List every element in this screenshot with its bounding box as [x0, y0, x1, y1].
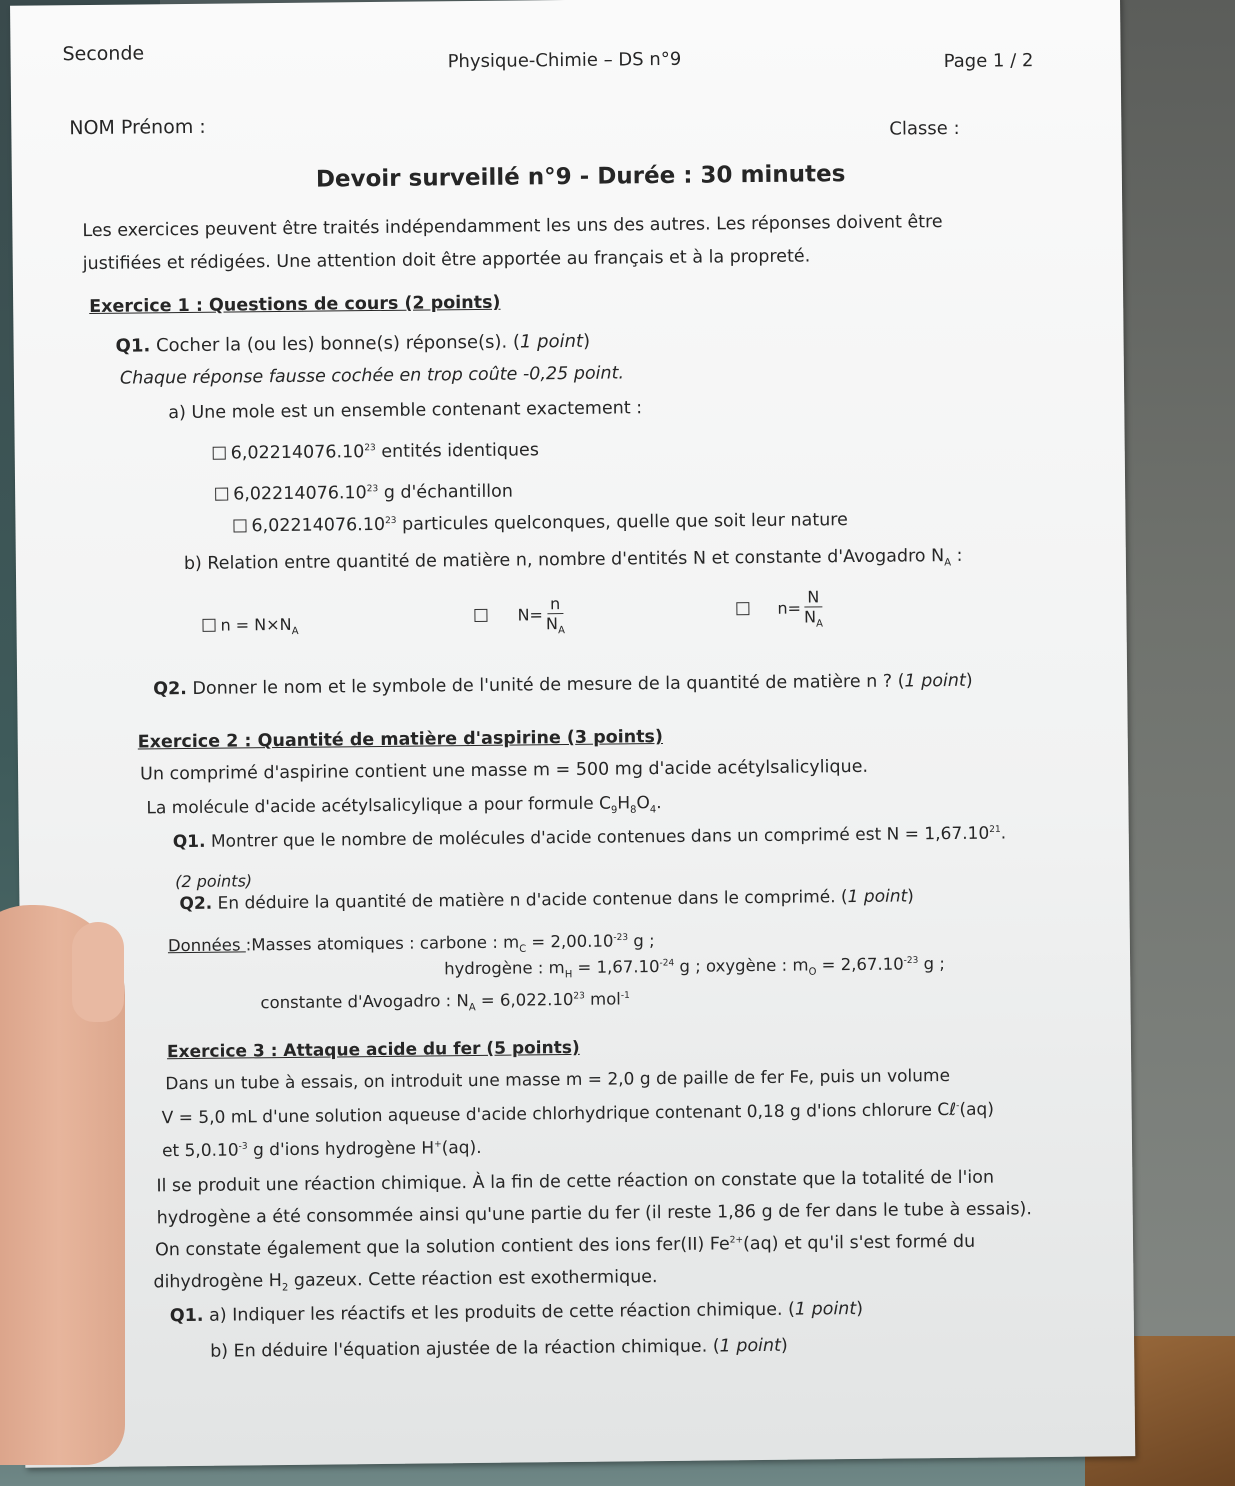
ex2-q1-points: (2 points) — [175, 871, 253, 892]
text: On constate également que la solution contient des ions fer(II) Fe — [154, 1234, 730, 1261]
data-label: Données — [167, 935, 246, 956]
ex1-q1 — [115, 331, 590, 358]
ex2-line-2 — [146, 793, 661, 822]
ex3-line-3 — [162, 1138, 482, 1162]
numerator: n — [547, 594, 563, 614]
paren-close: ) — [856, 1298, 864, 1320]
intro-line-1: Les exercices peuvent être traités indépendamment les uns des autres. Les réponses doivent être — [82, 212, 943, 242]
denominator — [801, 607, 826, 630]
exponent: - — [956, 1101, 960, 1112]
denominator-text: N — [545, 614, 559, 634]
text: dihydrogène H — [153, 1271, 283, 1293]
formula-left: n= — [777, 598, 802, 618]
paren-close: ) — [907, 886, 914, 907]
ex2-data-line-3 — [260, 989, 630, 1016]
question-text: Donner le nom et le symbole de l'unité de mesure de la quantité de matière n ? ( — [192, 671, 905, 699]
value: = 1,67.10 — [572, 957, 660, 977]
unit: g ; — [628, 931, 655, 951]
points-label: 1 point — [847, 886, 908, 908]
option-b1[interactable] — [202, 615, 298, 639]
value: = 6,022.10 — [475, 989, 574, 1010]
class-field-label: Classe : — [889, 117, 960, 140]
colon: : — [950, 545, 963, 566]
subscript: 4 — [649, 804, 657, 816]
ex3-line-1: Dans un tube à essais, on introduit une masse m = 2,0 g de paille de fer Fe, puis un volume — [165, 1066, 951, 1095]
subscript: 2 — [281, 1282, 289, 1294]
fraction — [801, 587, 826, 631]
exponent: + — [434, 1139, 442, 1150]
ex3-line-2 — [162, 1100, 994, 1129]
name-field-label: NOM Prénom : — [69, 115, 206, 140]
value-text: 6,02214076.10 — [233, 483, 367, 505]
points-label: 1 point — [719, 1335, 782, 1357]
ex2-q2 — [179, 886, 914, 914]
fraction — [543, 594, 568, 638]
question-text: a) Indiquer les réactifs et les produits de cette réaction chimique. ( — [208, 1299, 795, 1326]
paren-close: ) — [780, 1335, 788, 1356]
subscript: 9 — [610, 804, 618, 816]
points-label: 1 point — [794, 1299, 857, 1320]
part-b-text: b) Relation entre quantité de matière n, nombre d'entités N et constante d'Avogadro N — [183, 546, 945, 575]
question-label: Q1. — [169, 1305, 204, 1327]
exponent: 21 — [989, 824, 1001, 835]
text: et 5,0.10 — [161, 1140, 239, 1162]
question-text: b) En déduire l'équation ajustée de la réaction chimique. ( — [210, 1336, 720, 1362]
numerator: N — [804, 587, 822, 607]
unit: g ; — [918, 954, 945, 974]
ex2-q1 — [173, 823, 1007, 852]
option-b3[interactable] — [736, 587, 826, 631]
subscript: C — [519, 943, 527, 955]
value-text: 6,02214076.10 — [230, 442, 365, 464]
paren-close: ) — [582, 330, 591, 352]
exponent: 23 — [366, 484, 379, 495]
paren-close: ) — [965, 670, 973, 691]
text-end: (aq) et qu'il s'est formé du — [742, 1231, 976, 1255]
subscript: A — [557, 625, 565, 637]
denominator — [543, 614, 568, 637]
value: = 2,67.10 — [816, 954, 904, 975]
subscript: 8 — [630, 804, 637, 816]
question-text: Cocher la (ou les) bonne(s) réponse(s). ( — [155, 331, 521, 357]
option-a1[interactable] — [213, 440, 539, 464]
option-b2[interactable] — [474, 594, 568, 638]
points-label: 1 point — [904, 670, 966, 692]
exponent: 23 — [385, 515, 397, 527]
intro-line-2: justifiées et rédigées. Une attention doit être apportée au français et à la propreté. — [82, 246, 811, 275]
text-end: gazeux. Cette réaction est exothermique. — [288, 1267, 658, 1291]
question-label: Q1. — [115, 335, 151, 357]
checkbox[interactable] — [202, 619, 215, 632]
question-label: Q2. — [179, 893, 213, 915]
exponent: -24 — [659, 958, 675, 969]
points-label: 1 point — [519, 330, 584, 353]
thumb — [72, 922, 124, 1022]
exponent: -23 — [903, 955, 919, 967]
option-text: g d'échantillon — [383, 481, 514, 503]
checkbox[interactable] — [474, 609, 487, 622]
period: . — [656, 793, 662, 814]
question-text: En déduire la quantité de matière n d'acide contenue dans le comprimé. ( — [217, 887, 848, 914]
ex1-part-a: a) Une mole est un ensemble contenant exactement : — [168, 398, 643, 424]
element-symbol: H — [617, 793, 631, 814]
checkbox[interactable] — [736, 602, 749, 615]
question-label: Q1. — [172, 831, 206, 853]
exercise-3-heading: Exercice 3 : Attaque acide du fer (5 points) — [166, 1037, 580, 1063]
exercise-2-heading: Exercice 2 : Quantité de matière d'aspirine (3 points) — [137, 727, 664, 753]
subscript: A — [816, 618, 824, 630]
exponent: -1 — [620, 990, 630, 1001]
text-mid: g d'ions hydrogène H — [247, 1138, 435, 1161]
course-title: Physique-Chimie – DS n°9 — [447, 48, 682, 73]
formula-text: n = N×N — [220, 614, 292, 635]
subscript: H — [564, 969, 573, 981]
subscript: A — [944, 557, 952, 569]
ex2-data-line-1 — [168, 931, 655, 959]
exponent: 23 — [364, 443, 376, 454]
question-label: Q2. — [153, 678, 188, 700]
data-text: constante d'Avogadro : N — [260, 991, 469, 1013]
option-a2[interactable] — [215, 482, 513, 506]
checkbox[interactable] — [233, 519, 246, 532]
ex2-data-line-2 — [444, 954, 945, 983]
page-number: Page 1 / 2 — [943, 50, 1034, 73]
exponent: 2+ — [729, 1235, 744, 1246]
value: = 2,00.10 — [526, 931, 614, 952]
unit: g ; oxygène : m — [674, 955, 809, 976]
ex3-line-6 — [155, 1232, 975, 1262]
text-end: (aq) — [959, 1099, 995, 1120]
unit: mol — [584, 989, 621, 1009]
ex3-q1a — [170, 1299, 863, 1327]
exponent: -3 — [238, 1141, 248, 1152]
exponent: 23 — [573, 991, 585, 1002]
ex3-q1b — [210, 1336, 788, 1363]
formula-left: N= — [517, 605, 544, 625]
subscript: O — [808, 966, 817, 978]
exam-sheet — [10, 0, 1135, 1468]
option-text: entités identiques — [381, 440, 539, 462]
element-symbol: O — [636, 793, 650, 814]
value-text: 6,02214076.10 — [251, 514, 386, 537]
ex3-line-4: Il se produit une réaction chimique. À la fin de cette réaction on constate que la totalité de l'ion — [156, 1167, 995, 1197]
text-end: (aq). — [441, 1137, 482, 1159]
penalty-note: Chaque réponse fausse cochée en trop coûte -0,25 point. — [119, 363, 625, 389]
ex2-line-1: Un comprimé d'aspirine contient une masse m = 500 mg d'acide acétylsalicylique. — [139, 756, 869, 785]
exam-title: Devoir surveillé n°9 - Durée : 30 minutes — [315, 161, 846, 193]
subscript: A — [291, 626, 299, 638]
data-text: hydrogène : m — [444, 958, 565, 979]
checkbox[interactable] — [215, 488, 228, 501]
ex1-q2 — [153, 671, 973, 701]
level-label: Seconde — [62, 42, 145, 66]
ex3-line-5: hydrogène a été consommée ainsi qu'une partie du fer (il reste 1,86 g de fer dans le tube à essais). — [156, 1199, 1033, 1229]
option-a3[interactable] — [233, 510, 848, 537]
ex3-line-7 — [153, 1267, 657, 1296]
subscript: A — [468, 1002, 476, 1014]
exercise-1-heading: Exercice 1 : Questions de cours (2 points) — [89, 292, 501, 317]
ex1-part-b — [184, 546, 963, 578]
data-text: :Masses atomiques : carbone : m — [245, 932, 520, 955]
option-text: particules quelconques, quelle que soit leur nature — [402, 510, 848, 535]
text: V = 5,0 mL d'une solution aqueuse d'acide chlorhydrique contenant 0,18 g d'ions chlorure Cℓ — [161, 1099, 957, 1129]
exponent: -23 — [613, 932, 629, 944]
formula-intro: La molécule d'acide acétylsalicylique a pour formule C — [146, 793, 612, 819]
period: . — [1000, 823, 1007, 844]
checkbox[interactable] — [213, 447, 226, 460]
question-text: Montrer que le nombre de molécules d'acide contenues dans un comprimé est N = 1,67.10 — [210, 823, 990, 852]
denominator-text: N — [804, 607, 817, 627]
